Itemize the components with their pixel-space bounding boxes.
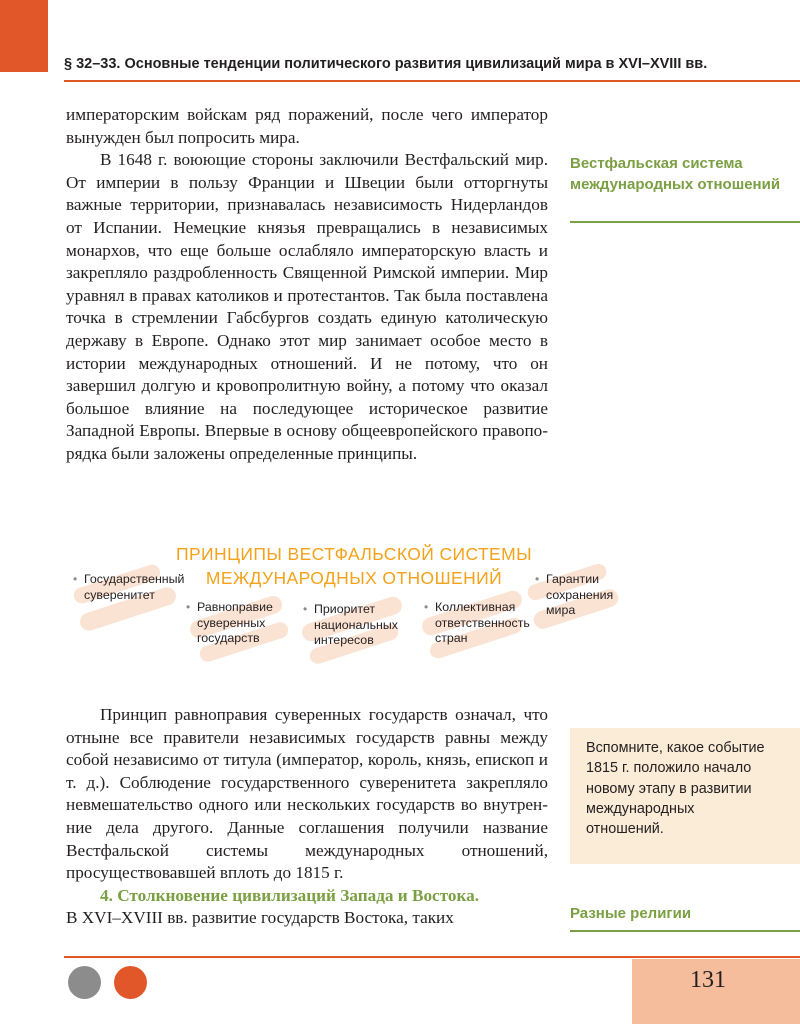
westphalia-paragraph: В 1648 г. воюющие стороны заключили Вестфальский мир. От империи в пользу Франции и Швеции были отторгнуты важные территории, признавалась независимость Нидерландов от Испании. Немецкие князья превращались в независимых монархов, что еще больше ослабляло императорскую власть и закрепляло раздробленность Священной Римской империи. Мир уравнял в правах католиков и протестантов. Так была поставлена точка в стремлении Габсбургов создать единую католическую державу в Европе. Однако этот мир занимает особое место в истории международных отношений. И не потому, что он завершил долгую и кровопролитную войну, а потому что оказал большое влияние на последующее историческое развитие Западной Европы. Впервые в основу общеевропейского правопорядка были заложены определенные принципы. — [66, 150, 548, 463]
principle-national-interests: • Приоритет национальных интересов — [303, 602, 399, 647]
orange-circle-marker — [114, 966, 147, 999]
recall-question-text: Вспомните, какое событие 1815 г. положило начало новому этапу в развитии международных отношений. — [586, 740, 765, 838]
equality-paragraph: Принцип равноправия суверенных государств означал, что отныне все правители независимых государств равны между собой независимо от титула (император, король, князь, епископ и т. д.). Соблюдение государственного суверенитета закрепляло невмешательство одного или нескольких государств во внутренние дела другого. Данные соглашения получили название Вестфальской системы международных отношений, просуществовавшей вплоть до 1815 г. — [66, 705, 548, 883]
sidebar-heading-underline — [570, 221, 800, 223]
footer-divider — [64, 956, 800, 958]
header-divider — [64, 80, 800, 82]
bullet-dot: • — [73, 572, 78, 586]
bullet-dot: • — [424, 600, 429, 614]
page-number-box — [632, 959, 800, 1024]
continuation-text: императорским войскам ряд поражений, после чего император вынужден был попросить мира. — [66, 105, 548, 147]
diagram-title: ПРИНЦИПЫ ВЕСТФАЛЬСКОЙ СИСТЕМЫ МЕЖДУНАРОДНЫХ ОТНОШЕНИЙ — [176, 544, 532, 588]
sidebar-heading-underline — [570, 930, 800, 932]
page-number: 131 — [690, 967, 726, 993]
section-heading-east-west: 4. Столкновение цивилизаций Запада и Востока. — [100, 885, 480, 905]
sidebar-heading-religions: Разные религии — [570, 905, 692, 922]
grey-circle-marker — [68, 966, 101, 999]
page-header-title: § 32–33. Основные тенденции политического развития цивилизаций мира в XVI–XVIII вв. — [64, 56, 708, 72]
sidebar-heading-westphalia: Вестфальская система международных отношений — [570, 155, 781, 193]
principle-sovereignty: • Государственный суверенитет — [73, 572, 185, 602]
bullet-dot: • — [186, 600, 191, 614]
bullet-dot: • — [303, 602, 308, 616]
principle-collective-responsibility: • Коллективная ответственность стран — [424, 600, 530, 645]
principles-diagram — [64, 536, 800, 666]
corner-tab — [0, 0, 48, 72]
bullet-dot: • — [535, 572, 540, 586]
section-start-text: В XVI–XVIII вв. развитие государств Востока, таких — [66, 908, 454, 928]
principle-equality: • Равноправие суверенных государств — [186, 600, 273, 645]
principle-peace-guarantee: • Гарантии сохранения мира — [535, 572, 614, 617]
body-text-bottom — [66, 704, 548, 930]
recall-question-box — [570, 728, 800, 864]
body-text-top — [66, 104, 548, 466]
